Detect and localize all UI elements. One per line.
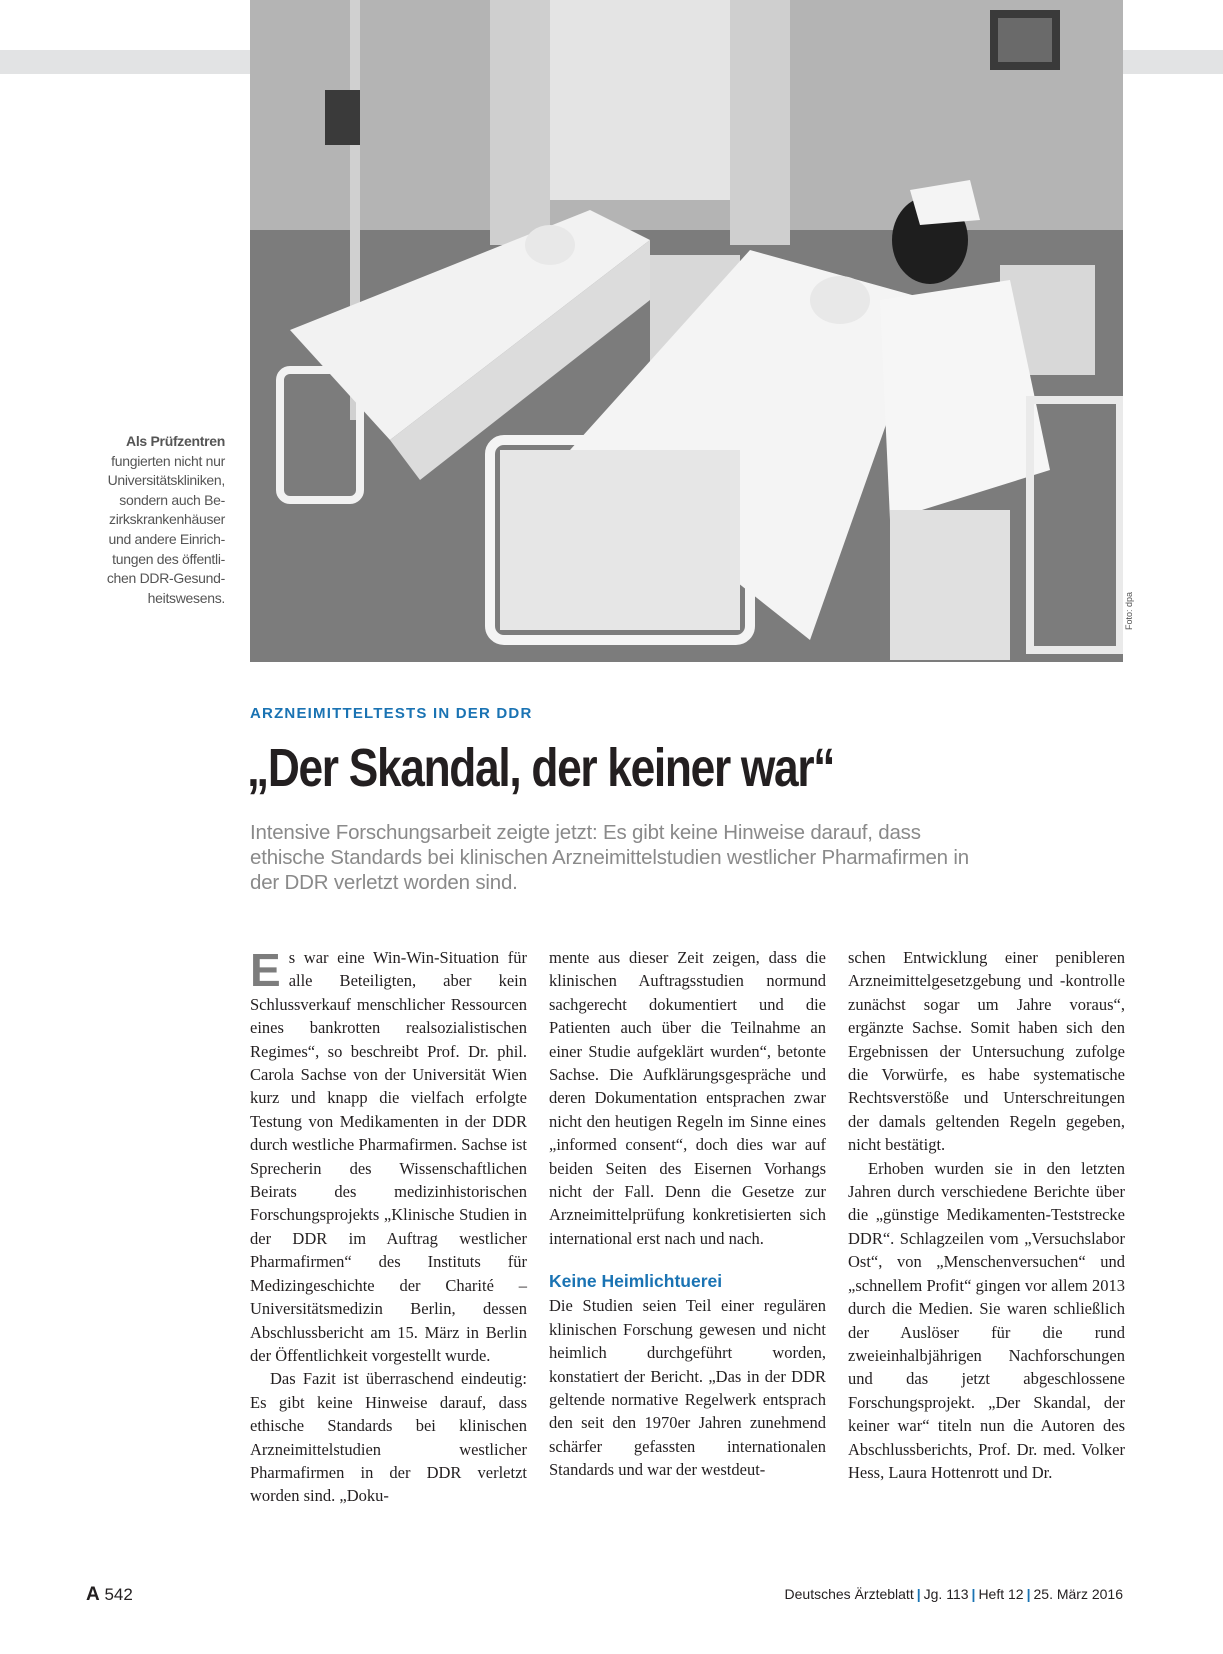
- hospital-ward-photo: [250, 0, 1123, 662]
- paragraph: Erhoben wurden sie in den letzten Jahren durch verschiedene Berichte über die „günstige Medikamenten-Teststrecke DDR“. Schlagzeilen vom „Versuchslabor Ost“, von „Menschenversuchen“ und „schnellem Profit“ gingen vor allem 2013 durch die Medien. Sie waren schließlich der Auslöser für die rund zweieinhalbjährigen Nachforschungen und das jetzt abgeschlossene Forschungsprojekt. „Der Skandal, der keiner war“ titeln nun die Autoren des Abschlussberichts, Prof. Dr. med. Volker Hess, Laura Hottenrott und Dr.: [848, 1158, 1125, 1482]
- article-subhead: Keine Heimlichtuerei: [549, 1271, 723, 1292]
- caption-lead: Als Prüfzentren: [126, 433, 225, 449]
- paragraph: schen Entwicklung einer penibleren Arzneimittelgesetzgebung und -kontrolle zunächst sogar um Jahre voraus“, ergänzte Sachse. Somit haben sich den Ergebnissen der Untersuchung zufolge die Vorwürfe, es habe systematische Rechtsverstöße und Unterschreitungen der damals geltenden Regeln gegeben, nicht bestätigt.: [848, 948, 1125, 1155]
- paragraph: Das Fazit ist überraschend eindeutig: Es gibt keine Hinweise darauf, dass ethische Standards bei klinischen Arzneimittelstudien westlicher Pharmafirmen in der DDR verletzt worden sind. „Doku-: [250, 1369, 527, 1506]
- caption-line: tungen des öffentli-: [112, 550, 225, 567]
- page-number-value: 542: [104, 1585, 133, 1604]
- article-column-1: [250, 946, 527, 1508]
- paragraph: Die Studien seien Teil einer regulären klinischen Forschung gewesen und nicht heimlich durchgeführt worden, konstatiert der Bericht. „Das in der DDR geltende normative Regelwerk entsprach den seit den 1970er Jahren zunehmend schärfer gefassten internationalen Standards und war der westdeut-: [549, 1296, 826, 1480]
- page-number: [86, 1584, 133, 1606]
- caption-line: zirkskrankenhäuser: [109, 511, 225, 528]
- caption-line: chen DDR-Gesund-: [106, 570, 225, 587]
- page-letter: A: [86, 1584, 100, 1605]
- drop-cap: E: [250, 944, 281, 996]
- article-column-2: [549, 946, 826, 1482]
- caption-line: heitswesens.: [147, 589, 225, 606]
- issue: Heft 12: [978, 1586, 1024, 1602]
- photo-caption: [90, 432, 225, 608]
- caption-line: fungierten nicht nur: [111, 452, 225, 469]
- caption-line: sondern auch Be-: [119, 491, 225, 508]
- separator: |: [916, 1586, 921, 1602]
- photo-credit: Foto: dpa: [1124, 591, 1134, 630]
- article-lede: Intensive Forschungsarbeit zeigte jetzt: Es gibt keine Hinweise darauf, dass ethische Standards bei klinischen Arzneimittelstudien westlicher Pharmafirmen in der DDR verletzt worden sind.: [250, 821, 969, 894]
- paragraph: mente aus dieser Zeit zeigen, dass die klinischen Auftragsstudien normund sachgerecht dokumentiert und die Patienten auch über die Teilnahme an einer Studie aufgeklärt wurden“, betonte Sachse. Die Aufklärungsgespräche und deren Dokumentation entsprachen zwar nicht den heutigen Regeln im Sinne eines „informed consent“, doch dies war auf beiden Seiten des Eisernen Vorhangs nicht der Fall. Denn die Gesetze zur Arzneimittelprüfung konkretisierten sich international erst nach und nach.: [549, 948, 826, 1248]
- journal-name: Deutsches Ärzteblatt: [784, 1586, 914, 1602]
- footer-citation: [785, 1586, 1123, 1602]
- separator: |: [1026, 1586, 1031, 1602]
- caption-line: Universitätskliniken,: [107, 472, 225, 489]
- separator: |: [971, 1586, 976, 1602]
- article-headline: „Der Skandal, der keiner war“: [247, 738, 835, 798]
- article-kicker: ARZNEIMITTELTESTS IN DER DDR: [250, 705, 533, 722]
- volume: Jg. 113: [923, 1586, 969, 1602]
- article-column-3: [848, 946, 1125, 1484]
- paragraph: s war eine Win-Win-Situation für alle Beteiligten, aber kein Schlussverkauf menschlicher Ressourcen eines bankrotten realsozialistischen Regimes“, so beschreibt Prof. Dr. phil. Carola Sachse von der Universität Wien kurz und knapp die vielfach erfolgte Testung von Medikamenten in der DDR durch westliche Pharmafirmen. Sachse ist Sprecherin des Wissenschaftlichen Beirats des medizinhistorischen Forschungsprojekts „Klinische Studien in der DDR im Auftrag westlicher Pharmafirmen“ des Instituts für Medizingeschichte der Charité – Universitätsmedizin Berlin, dessen Abschlussbericht am 15. März in Berlin der Öffentlichkeit vorgestellt wurde.: [250, 948, 527, 1365]
- caption-line: und andere Einrich-: [108, 530, 225, 547]
- issue-date: 25. März 2016: [1033, 1586, 1123, 1602]
- hospital-ward-illustration: [250, 0, 1123, 662]
